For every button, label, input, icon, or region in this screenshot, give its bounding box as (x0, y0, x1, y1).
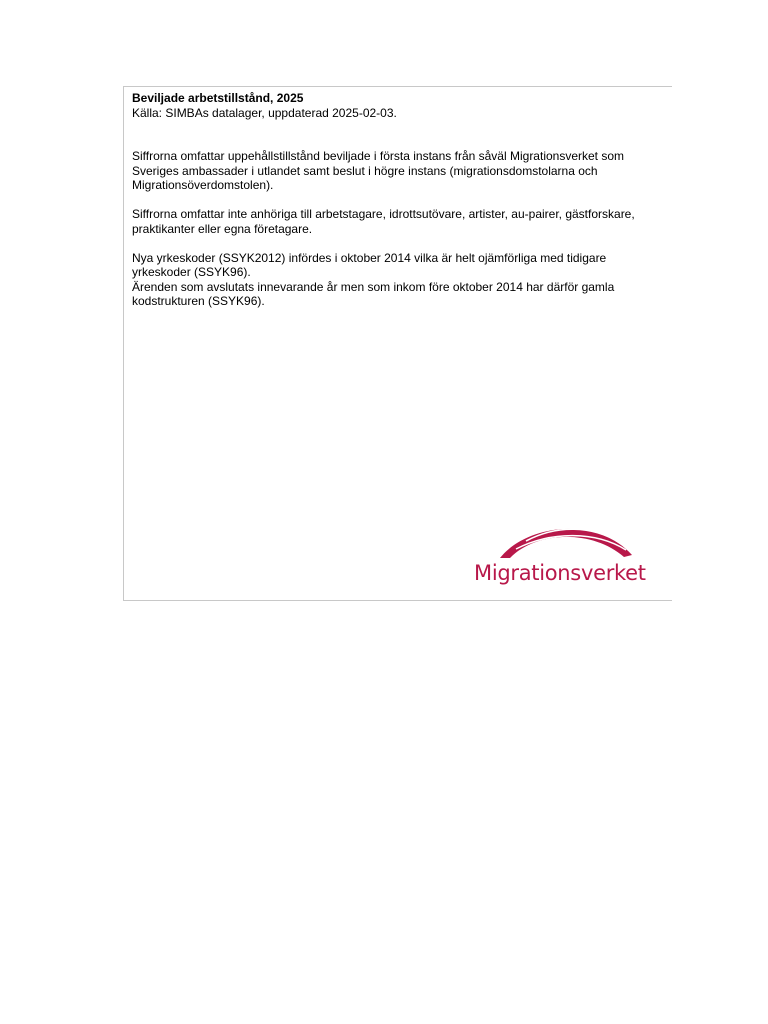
paragraph-scope: Siffrorna omfattar uppehållstillstånd beviljade i första instans från såväl Migrationsverket som Sveriges ambassader i utlandet samt beslut i högre instans (migrationsdomstolarna och Migrationsöverdomstolen). (132, 149, 625, 192)
document-title: Beviljade arbetstillstånd, 2025 (132, 91, 304, 105)
document-content (132, 91, 667, 323)
document-source: Källa: SIMBAs datalager, uppdaterad 2025-02-03. (132, 105, 397, 120)
migrationsverket-logo (474, 519, 659, 591)
logo-wordmark: Migrationsverket (474, 561, 646, 585)
document-sheet (123, 86, 672, 601)
paragraph-exclusions: Siffrorna omfattar inte anhöriga till arbetstagare, idrottsutövare, artister, au-pairer, gästforskare, praktikanter eller egna företagare. (132, 207, 635, 236)
paragraph-occupation-codes: Nya yrkeskoder (SSYK2012) infördes i oktober 2014 vilka är helt ojämförliga med tidigare yrkeskoder (SSYK96). Ärenden som avslutats innevarande år men som inkom före oktober 2014 har därför gamla kodstrukturen (SSYK96). (132, 250, 615, 308)
arch-logo-icon (496, 519, 636, 559)
